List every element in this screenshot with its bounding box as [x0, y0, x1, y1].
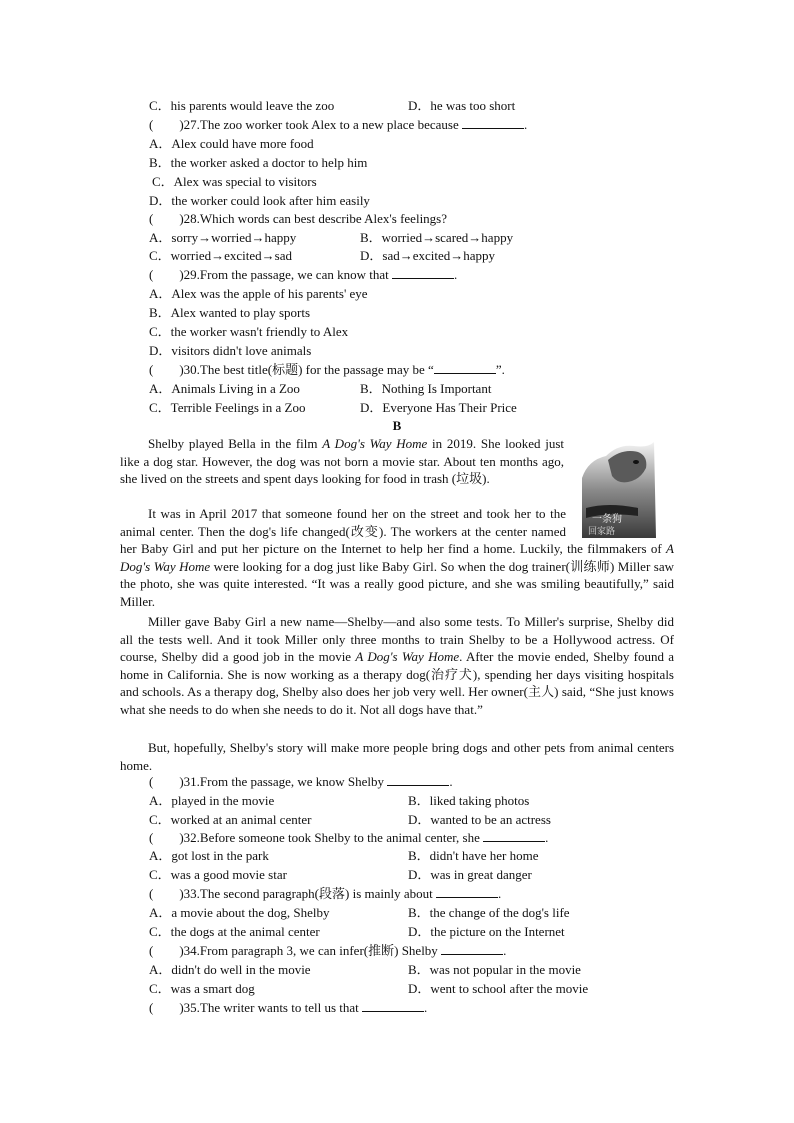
q32-option-c: C．was a good movie star: [149, 867, 287, 882]
q31-option-a: A．played in the movie: [149, 793, 275, 808]
q29-option-d: D．visitors didn't love animals: [149, 343, 312, 358]
q28-option-d: D．sad→excited→happy: [360, 248, 496, 263]
q30-option-a: A．Animals Living in a Zoo: [149, 381, 300, 396]
passage-paragraph-1: Shelby played Bella in the film A Dog's Way Home in 2019. She looked just like a dog star. However, the dog was not born a movie star. About ten months ago, she lived on the streets and spent days looking for food in trash (垃圾).: [120, 436, 565, 487]
q27-stem: ( )27.The zoo worker took Alex to a new place because .: [149, 117, 528, 132]
q27-option-c: C．Alex was special to visitors: [152, 174, 317, 189]
q28-option-b: B．worried→scared→happy: [360, 230, 514, 245]
q34-option-a: A．didn't do well in the movie: [149, 962, 311, 977]
q30-option-c: C．Terrible Feelings in a Zoo: [149, 400, 306, 415]
passage-paragraph-4: But, hopefully, Shelby's story will make more people bring dogs and other pets from animal centers home.: [120, 740, 674, 773]
q34-option-b: B．was not popular in the movie: [408, 962, 581, 977]
q29-option-c: C．the worker wasn't friendly to Alex: [149, 324, 349, 339]
q31-option-c: C．worked at an animal center: [149, 812, 312, 827]
svg-text:回家路: 回家路: [588, 527, 616, 537]
q31-option-d: D．wanted to be an actress: [408, 812, 551, 827]
q34-option-c: C．was a smart dog: [149, 981, 255, 996]
q27-option-a: A．Alex could have more food: [149, 136, 314, 151]
q30-option-b: B．Nothing Is Important: [360, 381, 492, 396]
q26-option-d: D．he was too short: [408, 98, 516, 113]
q32-option-b: B．didn't have her home: [408, 848, 539, 863]
svg-text:一条狗: 一条狗: [592, 514, 622, 525]
q31-option-b: B．liked taking photos: [408, 793, 530, 808]
answer-blank[interactable]: [441, 943, 503, 955]
q32-option-d: D．was in great danger: [408, 867, 532, 882]
q28-option-a: A．sorry→worried→happy: [149, 230, 297, 245]
q34-stem: ( )34.From paragraph 3, we can infer(推断) Shelby .: [149, 943, 507, 958]
q32-stem: ( )32.Before someone took Shelby to the animal center, she .: [149, 830, 549, 845]
passage-paragraph-3: Miller gave Baby Girl a new name—Shelby—and also some tests. To Miller's surprise, Shelby did all the tests well. And it took Miller only three months to train Shelby to be a Hollywood actress. Of course, Shelby did a good job in the movie A Dog's Way Home. After the movie ended, Shelby found a home in California. She is now working as a therapy dog(治疗犬), spending her days visiting hospitals and schools. As a therapy dog, Shelby also does her job very well. Her owner(主人) said, “She just knows what she needs to do when she needs to do it. Not all dogs have that.”: [120, 614, 674, 717]
q27-option-b: B．the worker asked a doctor to help him: [149, 155, 368, 170]
q27-option-d: D．the worker could look after him easily: [149, 193, 370, 208]
section-heading-b: B: [392, 418, 402, 433]
q35-stem: ( )35.The writer wants to tell us that .: [149, 1000, 428, 1015]
q30-option-d: D．Everyone Has Their Price: [360, 400, 517, 415]
q33-option-b: B．the change of the dog's life: [408, 905, 570, 920]
q33-option-d: D．the picture on the Internet: [408, 924, 565, 939]
passage-paragraph-2-text: It was in April 2017 that someone found her on the street and took her to the animal center. Then the dog's life changed(改变). The workers at the center named her Baby Girl and put her picture on the Internet to help her find a home. Luckily, the filmmakers of A Dog's Way Home were looking for a dog just like Baby Girl. So when the dog trainer(训练师) Miller saw the photo, she was quite interested. “It was a really good picture, and she was smiling beautifully,” said Miller.: [120, 506, 674, 609]
answer-blank[interactable]: [392, 267, 454, 279]
q33-option-c: C．the dogs at the animal center: [149, 924, 320, 939]
q26-option-c: C．his parents would leave the zoo: [149, 98, 335, 113]
answer-blank[interactable]: [434, 362, 496, 374]
q32-option-a: A．got lost in the park: [149, 848, 269, 863]
q33-stem: ( )33.The second paragraph(段落) is mainly about .: [149, 886, 502, 901]
q31-stem: ( )31.From the passage, we know Shelby .: [149, 774, 453, 789]
q33-option-a: A．a movie about the dog, Shelby: [149, 905, 330, 920]
answer-blank[interactable]: [483, 830, 545, 842]
q30-stem: ( )30.The best title(标题) for the passage may be “ ”.: [149, 362, 505, 377]
q34-option-d: D．went to school after the movie: [408, 981, 589, 996]
answer-blank[interactable]: [362, 1000, 424, 1012]
answer-blank[interactable]: [387, 774, 449, 786]
q28-option-c: C．worried→excited→sad: [149, 248, 292, 263]
q29-option-a: A．Alex was the apple of his parents' eye: [149, 286, 368, 301]
q28-stem: ( )28.Which words can best describe Alex's feelings?: [149, 211, 448, 226]
answer-blank[interactable]: [462, 117, 524, 129]
answer-blank[interactable]: [436, 886, 498, 898]
q29-option-b: B．Alex wanted to play sports: [149, 305, 311, 320]
q29-stem: ( )29.From the passage, we can know that .: [149, 267, 458, 282]
